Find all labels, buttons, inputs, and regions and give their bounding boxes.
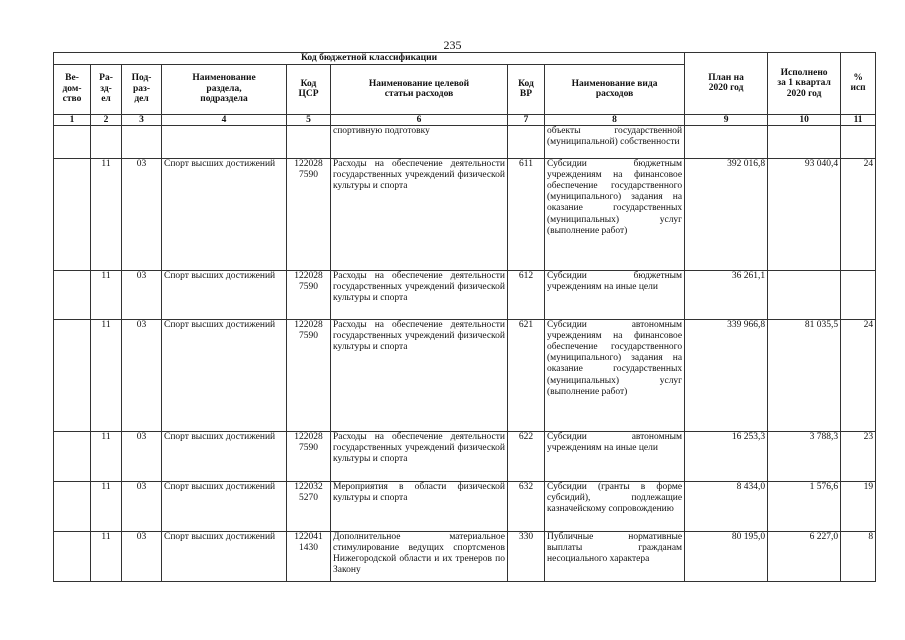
header-executed-text: Исполнено за 1 квартал 2020 год — [777, 67, 831, 99]
column-number: 2 — [91, 114, 122, 125]
header-razdel-text: Ра- зд- ел — [99, 73, 113, 105]
column-number: 1 — [54, 114, 91, 125]
cell-csr: 122028 7590 — [287, 158, 331, 270]
header-plan — [685, 53, 768, 115]
cell-podrazdel: 03 — [122, 481, 162, 531]
cell-executed: 93 040,4 — [768, 158, 841, 270]
cell-vedomstvo — [54, 431, 91, 481]
cell-target: Расходы на обеспечение деятельности государственных учреждений физической культуры и спорта — [331, 319, 508, 431]
header-section-name-text: Наименование раздела, подраздела — [192, 73, 256, 105]
cell-section: Спорт высших достижений — [162, 270, 287, 319]
cell-csr: 122032 5270 — [287, 481, 331, 531]
header-executed — [768, 53, 841, 115]
cell-vedomstvo — [54, 125, 91, 158]
table-row — [54, 481, 876, 531]
cell-executed: 6 227,0 — [768, 531, 841, 581]
cell-target: Дополнительное материальное стимулирование ведущих спортсменов Нижегородской области и их тренеров по Закону — [331, 531, 508, 581]
cell-percent: 23 — [841, 431, 876, 481]
column-number: 5 — [287, 114, 331, 125]
table-row — [54, 319, 876, 431]
cell-podrazdel: 03 — [122, 270, 162, 319]
header-plan-text: План на 2020 год — [708, 72, 744, 94]
group-header: Код бюджетной классификации — [54, 53, 685, 65]
cell-vr: 612 — [508, 270, 545, 319]
header-vr-code — [508, 64, 545, 114]
cell-percent: 24 — [841, 158, 876, 270]
header-expense-type-text: Наименование вида расходов — [571, 78, 658, 99]
cell-csr: 122041 1430 — [287, 531, 331, 581]
cell-vr: 622 — [508, 431, 545, 481]
cell-section: Спорт высших достижений — [162, 481, 287, 531]
header-percent-text: % исп — [850, 72, 866, 94]
cell-percent — [841, 125, 876, 158]
cell-expense-type: Публичные нормативные выплаты гражданам несоциального характера — [545, 531, 685, 581]
table-row — [54, 270, 876, 319]
cell-vr: 330 — [508, 531, 545, 581]
cell-plan: 16 253,3 — [685, 431, 768, 481]
cell-plan — [685, 125, 768, 158]
cell-plan: 339 966,8 — [685, 319, 768, 431]
page-number: 235 — [443, 38, 462, 52]
cell-section: Спорт высших достижений — [162, 158, 287, 270]
column-number: 6 — [331, 114, 508, 125]
column-numbers-row — [54, 114, 876, 125]
header-target-name — [331, 64, 508, 114]
cell-vr: 611 — [508, 158, 545, 270]
cell-executed: 1 576,6 — [768, 481, 841, 531]
cell-expense-type: Субсидии автономным учреждениям на иные цели — [545, 431, 685, 481]
cell-csr: 122028 7590 — [287, 319, 331, 431]
cell-razdel: 11 — [91, 158, 122, 270]
header-section-name — [162, 64, 287, 114]
table-row — [54, 125, 876, 158]
header-vedomstvo — [54, 64, 91, 114]
header-csr-code-text: Код ЦСР — [298, 78, 319, 99]
column-number: 4 — [162, 114, 287, 125]
cell-executed — [768, 125, 841, 158]
table-row — [54, 431, 876, 481]
cell-plan: 8 434,0 — [685, 481, 768, 531]
cell-executed: 3 788,3 — [768, 431, 841, 481]
cell-razdel: 11 — [91, 270, 122, 319]
column-number: 8 — [545, 114, 685, 125]
column-number: 10 — [768, 114, 841, 125]
cell-percent: 19 — [841, 481, 876, 531]
header-expense-type — [545, 64, 685, 114]
cell-target: Расходы на обеспечение деятельности государственных учреждений физической культуры и спорта — [331, 431, 508, 481]
column-number: 11 — [841, 114, 876, 125]
cell-target: Мероприятия в области физической культуры и спорта — [331, 481, 508, 531]
cell-expense-type: Субсидии автономным учреждениям на финансовое обеспечение государственного (муниципального) задания на оказание государственных (муниципальных) услуг (выполнение работ) — [545, 319, 685, 431]
cell-vr — [508, 125, 545, 158]
cell-expense-type: объекты государственной (муниципальной) собственности — [545, 125, 685, 158]
cell-podrazdel: 03 — [122, 319, 162, 431]
cell-razdel: 11 — [91, 319, 122, 431]
cell-csr: 122028 7590 — [287, 270, 331, 319]
cell-razdel: 11 — [91, 531, 122, 581]
cell-csr — [287, 125, 331, 158]
cell-vedomstvo — [54, 531, 91, 581]
header-percent — [841, 53, 876, 115]
cell-expense-type: Субсидии бюджетным учреждениям на финансовое обеспечение государственного (муниципального) задания на оказание государственных (муниципальных) услуг (выполнение работ) — [545, 158, 685, 270]
cell-target: Расходы на обеспечение деятельности государственных учреждений физической культуры и спорта — [331, 270, 508, 319]
cell-vedomstvo — [54, 158, 91, 270]
cell-section: Спорт высших достижений — [162, 319, 287, 431]
header-razdel — [91, 64, 122, 114]
cell-section — [162, 125, 287, 158]
cell-razdel: 11 — [91, 431, 122, 481]
cell-expense-type: Субсидии (гранты в форме субсидий), подлежащие казначейскому сопровождению — [545, 481, 685, 531]
cell-percent — [841, 270, 876, 319]
cell-percent: 24 — [841, 319, 876, 431]
header-vedomstvo-text: Ве- дом- ство — [62, 73, 82, 105]
cell-csr: 122028 7590 — [287, 431, 331, 481]
column-number: 9 — [685, 114, 768, 125]
cell-target: Расходы на обеспечение деятельности государственных учреждений физической культуры и спорта — [331, 158, 508, 270]
cell-podrazdel: 03 — [122, 431, 162, 481]
budget-table — [53, 52, 876, 582]
cell-target: спортивную подготовку — [331, 125, 508, 158]
cell-vr: 632 — [508, 481, 545, 531]
cell-plan: 392 016,8 — [685, 158, 768, 270]
cell-vr: 621 — [508, 319, 545, 431]
header-podrazdel-text: Под- раз- дел — [131, 73, 152, 105]
cell-vedomstvo — [54, 319, 91, 431]
cell-razdel: 11 — [91, 481, 122, 531]
header-target-name-text: Наименование целевой статьи расходов — [368, 78, 470, 99]
column-number: 7 — [508, 114, 545, 125]
cell-podrazdel: 03 — [122, 158, 162, 270]
cell-vedomstvo — [54, 270, 91, 319]
cell-executed — [768, 270, 841, 319]
cell-expense-type: Субсидии бюджетным учреждениям на иные цели — [545, 270, 685, 319]
cell-vedomstvo — [54, 481, 91, 531]
cell-executed: 81 035,5 — [768, 319, 841, 431]
cell-plan: 80 195,0 — [685, 531, 768, 581]
header-vr-code-text: Код ВР — [518, 78, 534, 99]
header-csr-code — [287, 64, 331, 114]
header-podrazdel — [122, 64, 162, 114]
cell-podrazdel: 03 — [122, 531, 162, 581]
table-row — [54, 158, 876, 270]
table-row — [54, 531, 876, 581]
cell-podrazdel — [122, 125, 162, 158]
cell-section: Спорт высших достижений — [162, 431, 287, 481]
cell-section: Спорт высших достижений — [162, 531, 287, 581]
cell-razdel — [91, 125, 122, 158]
column-number: 3 — [122, 114, 162, 125]
cell-percent: 8 — [841, 531, 876, 581]
cell-plan: 36 261,1 — [685, 270, 768, 319]
